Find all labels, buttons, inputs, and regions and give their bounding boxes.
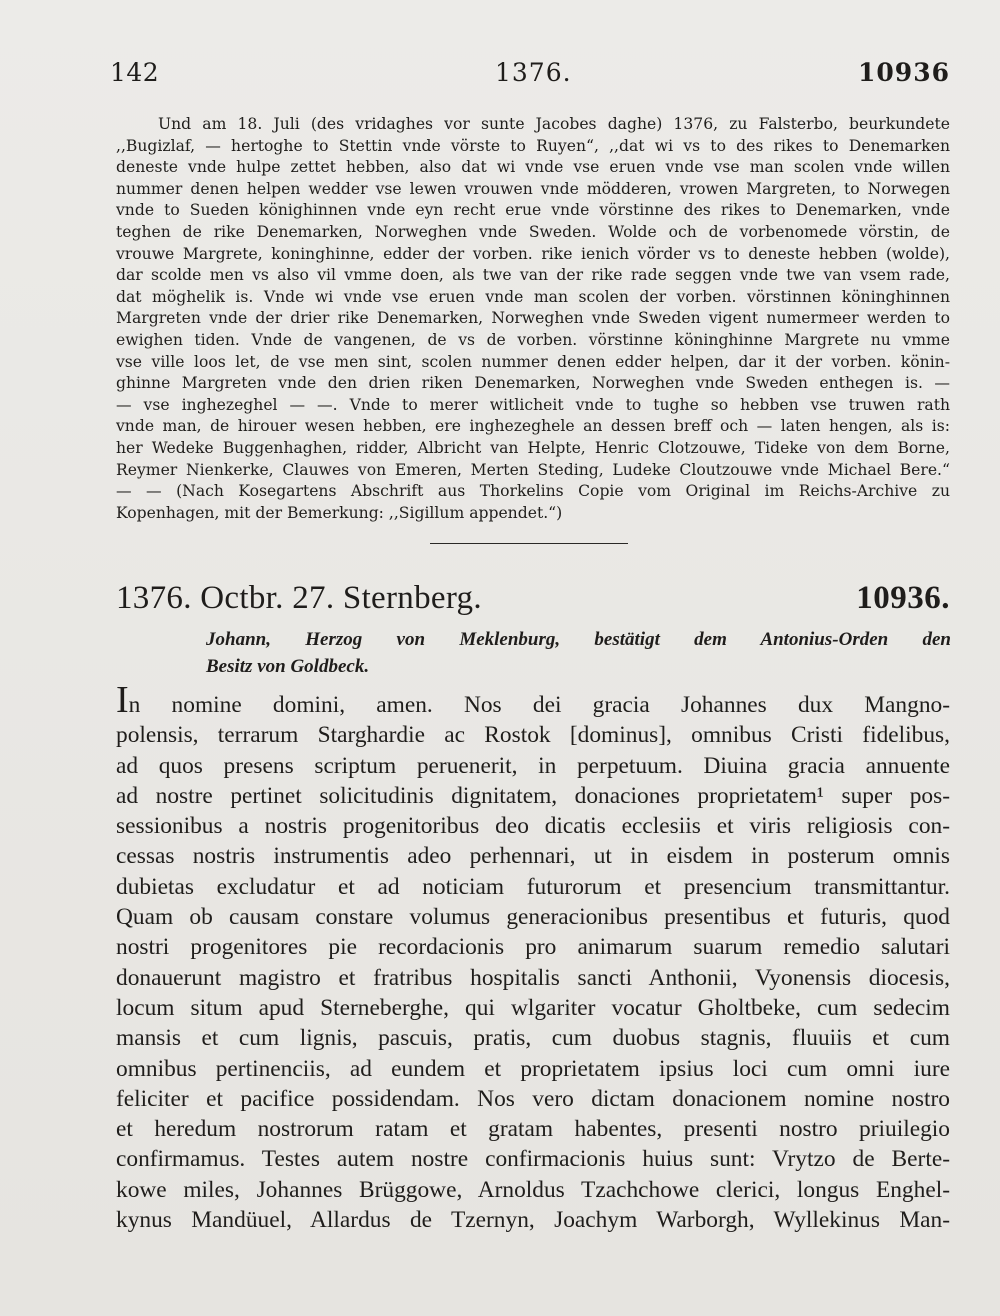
text-line: kowe miles, Johannes Brüggowe, Arnoldus Tzachchowe clerici, longus Enghel- bbox=[116, 1176, 950, 1203]
text-line: teghen de rike Denemarken, Norweghen vnde Sweden. Wolde och de vorbenomede vörstin, de bbox=[116, 222, 950, 241]
text-line: omnibus pertinenciis, ad eundem et proprietatem ipsius loci cum omni iure bbox=[116, 1055, 950, 1082]
initial-letter: I bbox=[116, 679, 129, 721]
running-year: 1376. bbox=[495, 58, 572, 87]
text-line: nummer denen helpen wedder vse lewen vrouwen vnde mödderen, vrowen Margreten, to Norwegen bbox=[116, 179, 950, 198]
text-line: — vse inghezeghel — —. Vnde to merer witlicheit vnde to tughe so hebben vse truwen rath bbox=[116, 395, 950, 414]
text-line: Kopenhagen, mit der Bemerkung: ,,Sigillum appendet.“) bbox=[116, 503, 563, 522]
first-line-text: n nomine domini, amen. Nos dei gracia Johannes dux Mangno- bbox=[128, 692, 950, 718]
text-line: dar scolde men vs also vil vmme doen, als twe van der rike rade seggen vnde twe van vsem rade, bbox=[116, 266, 950, 285]
document-heading bbox=[116, 580, 950, 624]
document-summary bbox=[206, 626, 951, 680]
text-line: ad nostre pertinet solicitudinis dignitatem, donaciones proprietatem¹ super pos- bbox=[116, 782, 950, 809]
text-line: — — (Nach Kosegartens Abschrift aus Thorkelins Copie vom Original im Reichs-Archive zu bbox=[116, 482, 950, 501]
running-document-number: 10936 bbox=[858, 58, 950, 87]
text-line bbox=[116, 679, 950, 721]
text-line: ewighen tiden. Vnde de vangenen, de vs de vorben. vörstinne köninghinne Margrete nu vmme bbox=[116, 330, 950, 349]
text-line: ghinne Margreten vnde den drien riken Denemarken, Norweghen vnde Sweden enthegen is. — bbox=[116, 374, 950, 393]
document-number: 10936. bbox=[856, 580, 950, 616]
text-line: mansis et cum lignis, pascuis, pratis, cum duobus stagnis, fluuiis et cum bbox=[116, 1025, 950, 1052]
summary-line: Johann, Herzog von Meklenburg, bestätigt dem Antonius-Orden den bbox=[206, 629, 951, 650]
text-line: et heredum nostrorum ratam et gratam habentes, presenti nostro priuilegio bbox=[116, 1116, 950, 1143]
text-line: vnde man, de hirouer wesen hebben, ere inghezeghele an dessen breff och — laten hengen, als is: bbox=[116, 417, 950, 436]
text-line: kynus Mandüuel, Allardus de Tzernyn, Joachym Warborgh, Wyllekinus Man- bbox=[116, 1207, 950, 1234]
text-line: her Wedeke Buggenhaghen, ridder, Albricht van Helpte, Henric Clotzouwe, Tideke von dem Borne, bbox=[116, 438, 950, 457]
text-line: vrouwe Margrete, koninghinne, edder der vorben. rike ienich vörder vs to deneste hebben (wolde), bbox=[116, 244, 950, 263]
document-date-place: 1376. Octbr. 27. Sternberg. bbox=[116, 580, 482, 616]
text-line: deneste vnde hulpe zettet hebben, also dat wi vnde vse eruen vnde vse man scolen vnde willen bbox=[116, 158, 950, 177]
text-line: Reymer Nienkerke, Clauwes von Emeren, Merten Steding, Ludeke Cloutzouwe vnde Michael Bere.“ bbox=[116, 460, 950, 479]
text-line: locum situm apud Sterneberghe, qui wlgariter vocatur Gholtbeke, cum sedecim bbox=[116, 994, 950, 1021]
text-line: cessas nostris instrumentis adeo perhennari, ut in eisdem in posterum omnis bbox=[116, 843, 950, 870]
text-line: Quam ob causam constare volumus generacionibus presentibus et futuris, quod bbox=[116, 904, 950, 931]
page-number: 142 bbox=[110, 58, 160, 87]
summary-line: Besitz von Goldbeck. bbox=[206, 656, 370, 677]
text-line: vnde to Sueden könighinnen vnde eyn recht erue vnde vörstinne des rikes to Denemarken, vnde bbox=[116, 201, 950, 220]
text-line: ,,Bugizlaf, — hertoghe to Stettin vnde vörste to Ruyen“, ,,dat wi vs to des rikes to Denemarken bbox=[116, 136, 950, 155]
document-body bbox=[116, 679, 950, 1235]
section-divider bbox=[430, 543, 628, 544]
text-line: confirmamus. Testes autem nostre confirmacionis huius sunt: Vrytzo de Berte- bbox=[116, 1146, 950, 1173]
text-line: nostri progenitores pie recordacionis pro animarum suarum remedio salutari bbox=[116, 934, 950, 961]
text-line: vse ville loos let, de vse men sint, scolen nummer denen edder helpen, dar it der vorben. könin- bbox=[116, 352, 950, 371]
text-line: sessionibus a nostris progenitoribus deo dicatis ecclesiis et viris religiosis con- bbox=[116, 813, 950, 840]
text-line: Margreten vnde der drier rike Denemarken, Norweghen vnde Sweden vigent numermeer werden to bbox=[116, 309, 950, 328]
text-line: dat möghelik is. Vnde wi vnde vse eruen vnde man scolen der vorben. vörstinnen köninghinnen bbox=[116, 287, 950, 306]
text-line: ad quos presens scriptum peruenerit, in perpetuum. Diuina gracia annuente bbox=[116, 752, 950, 779]
previous-document-text bbox=[116, 114, 950, 524]
running-header bbox=[110, 58, 950, 98]
text-line: polensis, terrarum Starghardie ac Rostok [dominus], omnibus Cristi fidelibus, bbox=[116, 722, 950, 749]
text-line: Und am 18. Juli (des vridaghes vor sunte Jacobes daghe) 1376, zu Falsterbo, beurkundete bbox=[158, 115, 950, 133]
text-line: feliciter et pacifice possidendam. Nos vero dictam donacionem nomine nostro bbox=[116, 1085, 950, 1112]
text-line: donauerunt magistro et fratribus hospitalis sancti Anthonii, Vyonensis diocesis, bbox=[116, 964, 950, 991]
text-line: dubietas excludatur et ad noticiam futurorum et presencium transmittantur. bbox=[116, 873, 950, 900]
